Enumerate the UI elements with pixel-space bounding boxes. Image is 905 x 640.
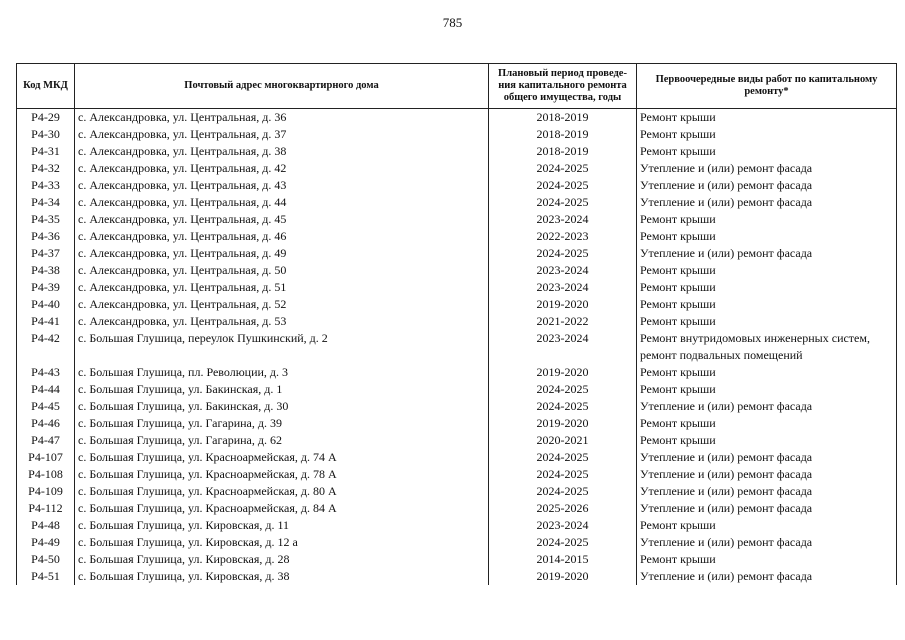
table-row: [17, 466, 897, 483]
cell-code: Р4-107: [17, 449, 75, 466]
cell-address: с. Александровка, ул. Центральная, д. 49: [75, 245, 489, 262]
cell-address: с. Александровка, ул. Центральная, д. 36: [75, 109, 489, 127]
table-row: [17, 415, 897, 432]
cell-code: Р4-46: [17, 415, 75, 432]
table-row: [17, 194, 897, 211]
table-row: [17, 381, 897, 398]
cell-works: Ремонт крыши: [637, 109, 897, 127]
table-row: [17, 211, 897, 228]
table-row: [17, 126, 897, 143]
cell-period: 2024-2025: [489, 466, 637, 483]
table-body: [17, 109, 897, 586]
cell-period: 2023-2024: [489, 211, 637, 228]
cell-address: с. Большая Глушица, пл. Революции, д. 3: [75, 364, 489, 381]
cell-period: 2021-2022: [489, 313, 637, 330]
cell-address: с. Александровка, ул. Центральная, д. 46: [75, 228, 489, 245]
cell-works: Ремонт крыши: [637, 262, 897, 279]
cell-period: 2014-2015: [489, 551, 637, 568]
cell-works: Ремонт крыши: [637, 211, 897, 228]
cell-period: 2023-2024: [489, 330, 637, 364]
table-row: [17, 534, 897, 551]
cell-address: с. Александровка, ул. Центральная, д. 38: [75, 143, 489, 160]
cell-code: Р4-31: [17, 143, 75, 160]
cell-code: Р4-51: [17, 568, 75, 585]
cell-works: Ремонт крыши: [637, 364, 897, 381]
cell-address: с. Большая Глушица, переулок Пушкинский, д. 2: [75, 330, 489, 364]
cell-works: Утепление и (или) ремонт фасада: [637, 194, 897, 211]
cell-code: Р4-33: [17, 177, 75, 194]
capital-repair-table: [16, 63, 897, 585]
cell-period: 2019-2020: [489, 364, 637, 381]
cell-address: с. Большая Глушица, ул. Красноармейская, д. 74 А: [75, 449, 489, 466]
cell-address: с. Александровка, ул. Центральная, д. 45: [75, 211, 489, 228]
table-row: [17, 245, 897, 262]
cell-code: Р4-43: [17, 364, 75, 381]
cell-period: 2019-2020: [489, 415, 637, 432]
cell-period: 2024-2025: [489, 483, 637, 500]
cell-address: с. Александровка, ул. Центральная, д. 52: [75, 296, 489, 313]
cell-period: 2023-2024: [489, 517, 637, 534]
table-row: [17, 432, 897, 449]
cell-works: Ремонт крыши: [637, 296, 897, 313]
cell-works: Ремонт крыши: [637, 517, 897, 534]
cell-period: 2018-2019: [489, 143, 637, 160]
cell-code: Р4-47: [17, 432, 75, 449]
cell-address: с. Александровка, ул. Центральная, д. 51: [75, 279, 489, 296]
table-row: [17, 330, 897, 364]
cell-works: Утепление и (или) ремонт фасада: [637, 483, 897, 500]
cell-code: Р4-42: [17, 330, 75, 364]
cell-period: 2019-2020: [489, 568, 637, 585]
cell-code: Р4-32: [17, 160, 75, 177]
cell-code: Р4-108: [17, 466, 75, 483]
cell-address: с. Большая Глушица, ул. Бакинская, д. 1: [75, 381, 489, 398]
header-code: Код МКД: [17, 64, 75, 109]
table-row: [17, 313, 897, 330]
cell-code: Р4-41: [17, 313, 75, 330]
cell-works: Утепление и (или) ремонт фасада: [637, 449, 897, 466]
table-row: [17, 296, 897, 313]
cell-period: 2018-2019: [489, 126, 637, 143]
table-row: [17, 262, 897, 279]
cell-code: Р4-37: [17, 245, 75, 262]
cell-works: Ремонт крыши: [637, 551, 897, 568]
header-address: Почтовый адрес многоквартирного дома: [75, 64, 489, 109]
table-row: [17, 143, 897, 160]
cell-period: 2024-2025: [489, 449, 637, 466]
cell-period: 2024-2025: [489, 160, 637, 177]
table-row: [17, 568, 897, 585]
cell-works: Ремонт крыши: [637, 228, 897, 245]
cell-works: Ремонт крыши: [637, 143, 897, 160]
cell-period: 2024-2025: [489, 398, 637, 415]
table-header-row: [17, 64, 897, 109]
cell-works: Утепление и (или) ремонт фасада: [637, 534, 897, 551]
cell-works: Ремонт крыши: [637, 313, 897, 330]
page-number: 785: [442, 15, 463, 30]
cell-address: с. Большая Глушица, ул. Бакинская, д. 30: [75, 398, 489, 415]
cell-address: с. Большая Глушица, ул. Кировская, д. 38: [75, 568, 489, 585]
header-works: Первоочередные виды работ по капитальному ремонту*: [637, 64, 897, 109]
table-row: [17, 279, 897, 296]
cell-address: с. Большая Глушица, ул. Гагарина, д. 39: [75, 415, 489, 432]
cell-works: Ремонт внутридомовых инженерных систем, ремонт подвальных помещений: [637, 330, 897, 364]
cell-address: с. Большая Глушица, ул. Красноармейская, д. 80 А: [75, 483, 489, 500]
cell-works: Утепление и (или) ремонт фасада: [637, 500, 897, 517]
table-row: [17, 364, 897, 381]
cell-code: Р4-38: [17, 262, 75, 279]
table-row: [17, 160, 897, 177]
table-row: [17, 517, 897, 534]
table-row: [17, 228, 897, 245]
cell-address: с. Большая Глушица, ул. Красноармейская, д. 78 А: [75, 466, 489, 483]
cell-works: Утепление и (или) ремонт фасада: [637, 568, 897, 585]
cell-address: с. Большая Глушица, ул. Кировская, д. 28: [75, 551, 489, 568]
table-row: [17, 449, 897, 466]
cell-code: Р4-50: [17, 551, 75, 568]
cell-period: 2024-2025: [489, 381, 637, 398]
cell-code: Р4-112: [17, 500, 75, 517]
cell-code: Р4-45: [17, 398, 75, 415]
table-row: [17, 500, 897, 517]
cell-works: Ремонт крыши: [637, 415, 897, 432]
cell-address: с. Александровка, ул. Центральная, д. 44: [75, 194, 489, 211]
cell-period: 2022-2023: [489, 228, 637, 245]
cell-code: Р4-49: [17, 534, 75, 551]
cell-code: Р4-35: [17, 211, 75, 228]
cell-period: 2019-2020: [489, 296, 637, 313]
cell-period: 2020-2021: [489, 432, 637, 449]
table-row: [17, 177, 897, 194]
cell-address: с. Большая Глушица, ул. Гагарина, д. 62: [75, 432, 489, 449]
cell-code: Р4-48: [17, 517, 75, 534]
cell-code: Р4-40: [17, 296, 75, 313]
cell-period: 2024-2025: [489, 534, 637, 551]
cell-code: Р4-34: [17, 194, 75, 211]
cell-address: с. Александровка, ул. Центральная, д. 50: [75, 262, 489, 279]
cell-works: Утепление и (или) ремонт фасада: [637, 245, 897, 262]
cell-address: с. Александровка, ул. Центральная, д. 42: [75, 160, 489, 177]
table-row: [17, 483, 897, 500]
cell-code: Р4-30: [17, 126, 75, 143]
cell-period: 2024-2025: [489, 177, 637, 194]
cell-works: Ремонт крыши: [637, 432, 897, 449]
table-row: [17, 551, 897, 568]
cell-works: Утепление и (или) ремонт фасада: [637, 177, 897, 194]
cell-period: 2023-2024: [489, 279, 637, 296]
cell-works: Ремонт крыши: [637, 381, 897, 398]
cell-code: Р4-36: [17, 228, 75, 245]
cell-address: с. Александровка, ул. Центральная, д. 37: [75, 126, 489, 143]
cell-works: Утепление и (или) ремонт фасада: [637, 160, 897, 177]
cell-period: 2024-2025: [489, 194, 637, 211]
cell-period: 2025-2026: [489, 500, 637, 517]
cell-period: 2018-2019: [489, 109, 637, 127]
cell-period: 2024-2025: [489, 245, 637, 262]
cell-address: с. Александровка, ул. Центральная, д. 43: [75, 177, 489, 194]
cell-code: Р4-109: [17, 483, 75, 500]
cell-address: с. Александровка, ул. Центральная, д. 53: [75, 313, 489, 330]
cell-address: с. Большая Глушица, ул. Кировская, д. 12 а: [75, 534, 489, 551]
cell-code: Р4-44: [17, 381, 75, 398]
header-period: Плановый период проведе-ния капитального ремонта общего имущества, годы: [489, 64, 637, 109]
cell-address: с. Большая Глушица, ул. Кировская, д. 11: [75, 517, 489, 534]
cell-period: 2023-2024: [489, 262, 637, 279]
cell-works: Ремонт крыши: [637, 279, 897, 296]
cell-address: с. Большая Глушица, ул. Красноармейская, д. 84 А: [75, 500, 489, 517]
cell-code: Р4-29: [17, 109, 75, 127]
cell-works: Утепление и (или) ремонт фасада: [637, 398, 897, 415]
table-row: [17, 109, 897, 127]
cell-code: Р4-39: [17, 279, 75, 296]
cell-works: Утепление и (или) ремонт фасада: [637, 466, 897, 483]
cell-works: Ремонт крыши: [637, 126, 897, 143]
table-row: [17, 398, 897, 415]
